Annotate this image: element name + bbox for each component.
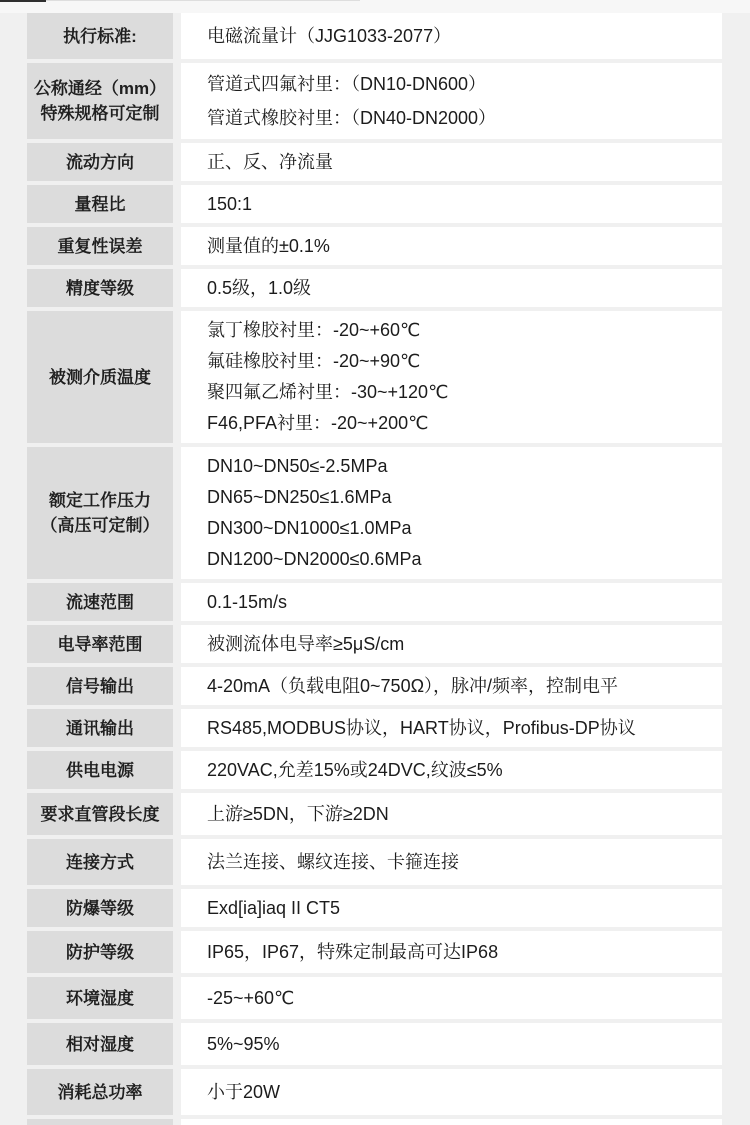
spec-value bbox=[181, 751, 722, 789]
spec-label-text: 相对湿度 bbox=[66, 1034, 134, 1054]
column-gap bbox=[173, 931, 181, 973]
spec-row-accuracy-class bbox=[27, 269, 722, 307]
spec-label bbox=[27, 311, 173, 443]
spec-value-text: 氟硅橡胶衬里：-20~+90℃ bbox=[207, 351, 421, 371]
spec-row-repeatability-error bbox=[27, 227, 722, 265]
spec-label bbox=[27, 667, 173, 705]
spec-value bbox=[181, 931, 722, 973]
spec-label-text: 环境湿度 bbox=[66, 988, 134, 1008]
page-top-remnant bbox=[0, 0, 750, 13]
spec-label bbox=[27, 13, 173, 59]
spec-label-text: 要求直管段长度 bbox=[40, 804, 160, 824]
column-gap bbox=[173, 667, 181, 705]
top-left-dark-line bbox=[0, 0, 46, 2]
spec-row-communication-output bbox=[27, 709, 722, 747]
spec-value-text: 法兰连接、螺纹连接、卡箍连接 bbox=[207, 852, 459, 872]
spec-row-standard bbox=[27, 13, 722, 59]
spec-row-conductivity-range bbox=[27, 625, 722, 663]
spec-value-text: 测量值的±0.1% bbox=[207, 236, 330, 256]
spec-value-text: 220VAC,允差15%或24DVC,纹波≤5% bbox=[207, 760, 503, 780]
column-gap bbox=[173, 1119, 181, 1125]
spec-label-text: 重复性误差 bbox=[57, 236, 143, 256]
spec-row-working-pressure bbox=[27, 447, 722, 579]
spec-value-text: 被测流体电导率≥5μS/cm bbox=[207, 634, 405, 654]
spec-value bbox=[181, 839, 722, 885]
spec-value bbox=[181, 709, 722, 747]
spec-value-text: 正、反、净流量 bbox=[207, 152, 333, 172]
spec-value bbox=[181, 625, 722, 663]
spec-value-text: 管道式橡胶衬里：（DN40-DN2000） bbox=[207, 108, 497, 128]
spec-label-text: 通讯输出 bbox=[66, 718, 134, 738]
spec-row-flow-direction bbox=[27, 143, 722, 181]
column-gap bbox=[173, 1023, 181, 1065]
spec-value bbox=[181, 311, 722, 443]
spec-value-text: 5%~95% bbox=[207, 1034, 280, 1054]
spec-row-protection-rating bbox=[27, 931, 722, 973]
spec-label-text: 执行标准: bbox=[63, 26, 137, 46]
spec-value bbox=[181, 1119, 722, 1125]
spec-label-text: （高压可定制） bbox=[40, 516, 160, 535]
spec-label-text: 防爆等级 bbox=[66, 898, 134, 918]
spec-label bbox=[27, 447, 173, 579]
column-gap bbox=[173, 269, 181, 307]
spec-label-text: 精度等级 bbox=[66, 278, 134, 298]
column-gap bbox=[173, 793, 181, 835]
column-gap bbox=[173, 977, 181, 1019]
column-gap bbox=[173, 143, 181, 181]
spec-label bbox=[27, 269, 173, 307]
spec-value bbox=[181, 889, 722, 927]
spec-label-text: 供电电源 bbox=[66, 760, 134, 780]
spec-value bbox=[181, 227, 722, 265]
spec-label bbox=[27, 1069, 173, 1115]
column-gap bbox=[173, 185, 181, 223]
spec-row-connection-type bbox=[27, 839, 722, 885]
spec-value bbox=[181, 793, 722, 835]
column-gap bbox=[173, 311, 181, 443]
spec-label-text: 额定工作压力 bbox=[49, 491, 151, 510]
spec-value-text: DN300~DN1000≤1.0MPa bbox=[207, 518, 412, 538]
spec-value-text: DN1200~DN2000≤0.6MPa bbox=[207, 549, 422, 569]
spec-value-text: 上游≥5DN，下游≥2DN bbox=[207, 804, 389, 824]
spec-value-text: RS485,MODBUS协议，HART协议，Profibus-DP协议 bbox=[207, 718, 636, 738]
spec-row-relative-humidity bbox=[27, 1023, 722, 1065]
column-gap bbox=[173, 709, 181, 747]
spec-value-text: DN65~DN250≤1.6MPa bbox=[207, 487, 392, 507]
spec-label-text: 防护等级 bbox=[66, 942, 134, 962]
spec-label bbox=[27, 1119, 173, 1125]
spec-label bbox=[27, 143, 173, 181]
spec-value-text: 电磁流量计（JJG1033-2077） bbox=[207, 26, 452, 46]
top-faint-line bbox=[46, 0, 360, 1]
column-gap bbox=[173, 447, 181, 579]
spec-value-text: 4-20mA（负载电阻0~750Ω），脉冲/频率，控制电平 bbox=[207, 676, 619, 696]
column-gap bbox=[173, 839, 181, 885]
spec-row-signal-output bbox=[27, 667, 722, 705]
spec-label bbox=[27, 583, 173, 621]
spec-value bbox=[181, 977, 722, 1019]
spec-label-text: 流动方向 bbox=[66, 152, 134, 172]
spec-label-text: 电导率范围 bbox=[57, 634, 143, 654]
spec-value bbox=[181, 583, 722, 621]
spec-value bbox=[181, 447, 722, 579]
spec-row-ambient-temperature bbox=[27, 977, 722, 1019]
spec-row-total-power-consumption bbox=[27, 1069, 722, 1115]
spec-value-text: 小于20W bbox=[207, 1082, 281, 1102]
spec-value bbox=[181, 667, 722, 705]
spec-row-partial-cutoff bbox=[27, 1119, 722, 1125]
spec-value-text: 0.1-15m/s bbox=[207, 592, 288, 612]
spec-value-text: DN10~DN50≤-2.5MPa bbox=[207, 456, 388, 476]
spec-value-text: 0.5级，1.0级 bbox=[207, 278, 312, 298]
spec-row-velocity-range bbox=[27, 583, 722, 621]
spec-row-nominal-diameter bbox=[27, 63, 722, 139]
spec-value-text: -25~+60℃ bbox=[207, 988, 295, 1008]
spec-value bbox=[181, 1069, 722, 1115]
column-gap bbox=[173, 889, 181, 927]
spec-value-text: 150:1 bbox=[207, 194, 253, 214]
column-gap bbox=[173, 751, 181, 789]
spec-label bbox=[27, 625, 173, 663]
spec-label bbox=[27, 185, 173, 223]
spec-value-text: 聚四氟乙烯衬里：-30~+120℃ bbox=[207, 382, 449, 402]
spec-value-text: 管道式四氟衬里：（DN10-DN600） bbox=[207, 74, 487, 94]
spec-value bbox=[181, 1023, 722, 1065]
spec-row-explosion-proof-rating bbox=[27, 889, 722, 927]
spec-row-straight-pipe-length bbox=[27, 793, 722, 835]
spec-label bbox=[27, 931, 173, 973]
spec-table bbox=[27, 13, 722, 1125]
spec-label-text: 消耗总功率 bbox=[57, 1082, 143, 1102]
spec-label-text: 被测介质温度 bbox=[49, 367, 151, 387]
column-gap bbox=[173, 625, 181, 663]
spec-row-medium-temperature bbox=[27, 311, 722, 443]
spec-value bbox=[181, 143, 722, 181]
column-gap bbox=[173, 63, 181, 139]
spec-label-text: 特殊规格可定制 bbox=[40, 104, 160, 123]
spec-row-turndown-ratio bbox=[27, 185, 722, 223]
spec-label-text: 信号输出 bbox=[66, 676, 134, 696]
spec-value-text: F46,PFA衬里：-20~+200℃ bbox=[207, 413, 429, 433]
column-gap bbox=[173, 1069, 181, 1115]
spec-label bbox=[27, 793, 173, 835]
spec-label bbox=[27, 227, 173, 265]
spec-label bbox=[27, 63, 173, 139]
spec-value bbox=[181, 269, 722, 307]
spec-row-power-supply bbox=[27, 751, 722, 789]
spec-value bbox=[181, 13, 722, 59]
spec-value bbox=[181, 63, 722, 139]
spec-value-text: Exd[ia]iaq II CT5 bbox=[207, 898, 341, 918]
column-gap bbox=[173, 583, 181, 621]
spec-label bbox=[27, 839, 173, 885]
spec-value bbox=[181, 185, 722, 223]
spec-label-text: 流速范围 bbox=[66, 592, 134, 612]
spec-label-text: 连接方式 bbox=[66, 852, 134, 872]
spec-label-text: 量程比 bbox=[74, 194, 126, 214]
spec-label-text: 公称通经（mm） bbox=[33, 79, 167, 98]
spec-label bbox=[27, 709, 173, 747]
spec-label bbox=[27, 889, 173, 927]
spec-label bbox=[27, 751, 173, 789]
column-gap bbox=[173, 13, 181, 59]
column-gap bbox=[173, 227, 181, 265]
spec-label bbox=[27, 977, 173, 1019]
spec-value-text: IP65，IP67，特殊定制最高可达IP68 bbox=[207, 942, 499, 962]
spec-label bbox=[27, 1023, 173, 1065]
spec-value-text: 氯丁橡胶衬里：-20~+60℃ bbox=[207, 320, 421, 340]
